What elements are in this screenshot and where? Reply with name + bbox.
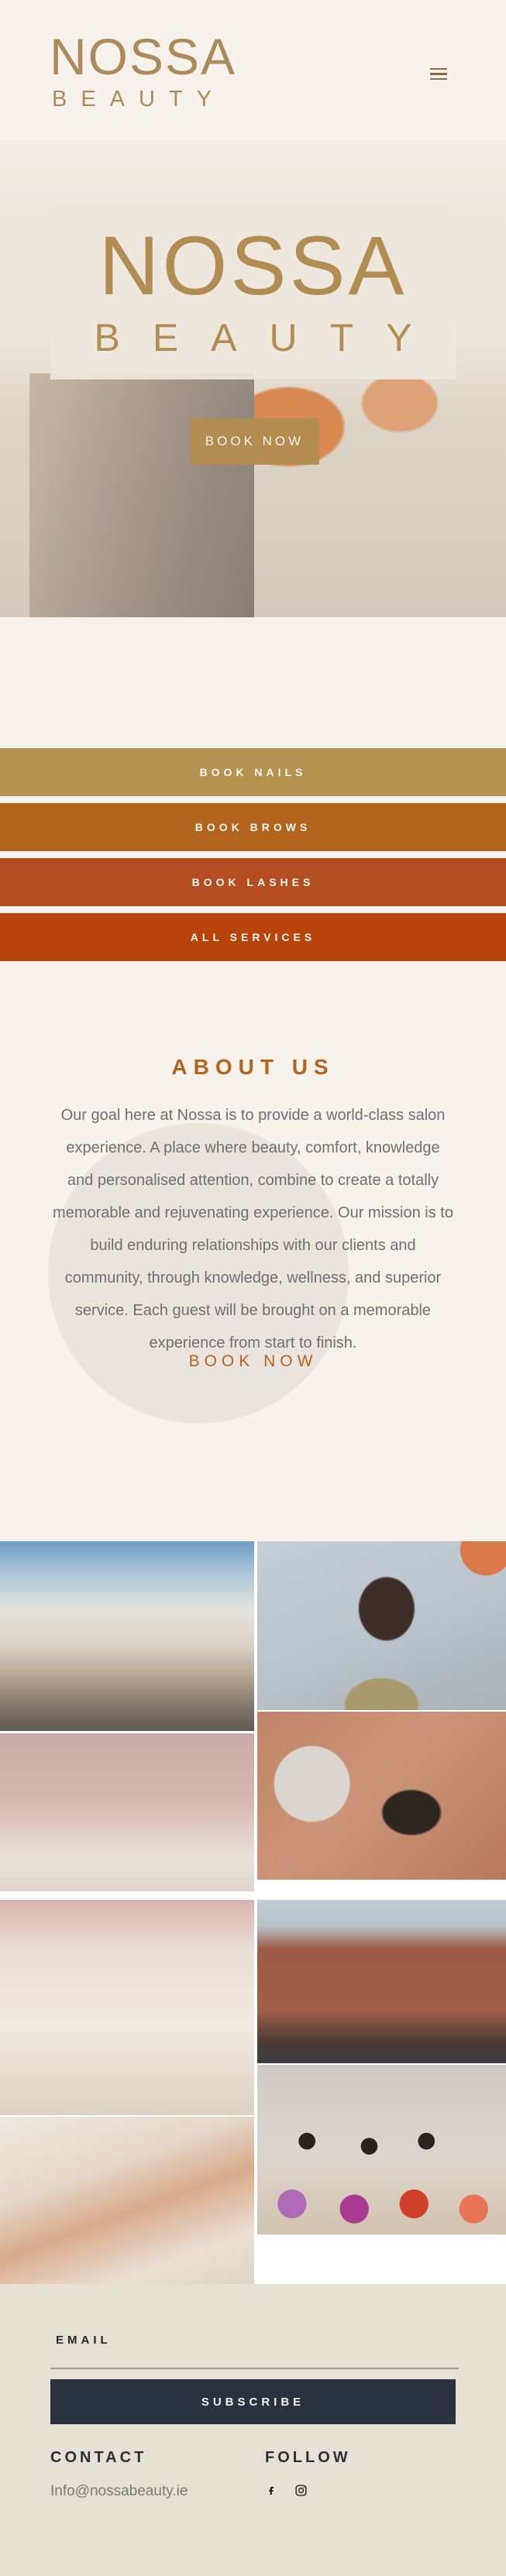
email-label: EMAIL <box>56 2334 112 2347</box>
gallery-photo-beauty-store[interactable] <box>0 1900 254 2115</box>
hero-title-beauty: BEAUTY <box>94 316 445 359</box>
subscribe-button[interactable]: SUBSCRIBE <box>50 2379 456 2424</box>
contact-email-link[interactable]: Info@nossabeauty.ie <box>50 2483 188 2499</box>
spacer <box>0 617 506 748</box>
all-services-button[interactable]: ALL SERVICES <box>0 913 506 961</box>
instagram-icon[interactable] <box>294 2484 308 2497</box>
site-footer <box>0 2284 506 2576</box>
gallery-photo-nail-polish[interactable] <box>257 2065 506 2234</box>
hero-title-panel <box>50 201 456 380</box>
gallery-photo-manicure[interactable] <box>0 2117 254 2284</box>
about-paragraph: Our goal here at Nossa is to provide a world-class salon experience. A place where beauty, comfort, knowledge and personalised attention, combine to create a totally memorable and rejuvenating experience. Our mission is to build enduring relationships with our clients and community, through knowledge, wellness, and superior service. Each guest will be brought on a memorable experience from start to finish. <box>53 1107 453 1352</box>
logo-link[interactable] <box>50 28 237 112</box>
facebook-icon[interactable] <box>265 2484 277 2497</box>
about-book-now-link[interactable]: BOOK NOW <box>0 1352 506 1372</box>
book-lashes-button[interactable]: BOOK LASHES <box>0 858 506 906</box>
book-nails-button[interactable]: BOOK NAILS <box>0 748 506 796</box>
site-header <box>0 0 506 141</box>
logo-text-beauty: BEAUTY <box>52 87 226 112</box>
gallery-photo-staff-apron[interactable] <box>257 1541 506 1710</box>
about-heading: ABOUT US <box>171 1055 335 1079</box>
follow-heading: FOLLOW <box>265 2449 351 2466</box>
gallery-photo-brow-treatment[interactable] <box>257 1712 506 1880</box>
gallery-photo-mall-atrium[interactable] <box>0 1541 254 1731</box>
hero-photo-desk <box>29 373 254 617</box>
hero-title-nossa: NOSSA <box>98 218 408 312</box>
logo-text-nossa: NOSSA <box>50 28 237 85</box>
book-brows-button[interactable]: BOOK BROWS <box>0 803 506 851</box>
contact-heading: CONTACT <box>50 2449 147 2466</box>
book-now-button[interactable]: BOOK NOW <box>190 418 319 465</box>
gallery-photo-pedicure-room[interactable] <box>0 1733 254 1891</box>
photo-gallery <box>0 1541 506 2284</box>
hero-section <box>0 141 506 617</box>
social-links <box>265 2484 308 2497</box>
gallery-photo-brick-building[interactable] <box>257 1900 506 2063</box>
service-buttons-group <box>0 748 506 961</box>
about-section <box>0 961 506 1541</box>
email-input[interactable] <box>50 2338 459 2369</box>
hamburger-icon[interactable] <box>430 68 447 80</box>
